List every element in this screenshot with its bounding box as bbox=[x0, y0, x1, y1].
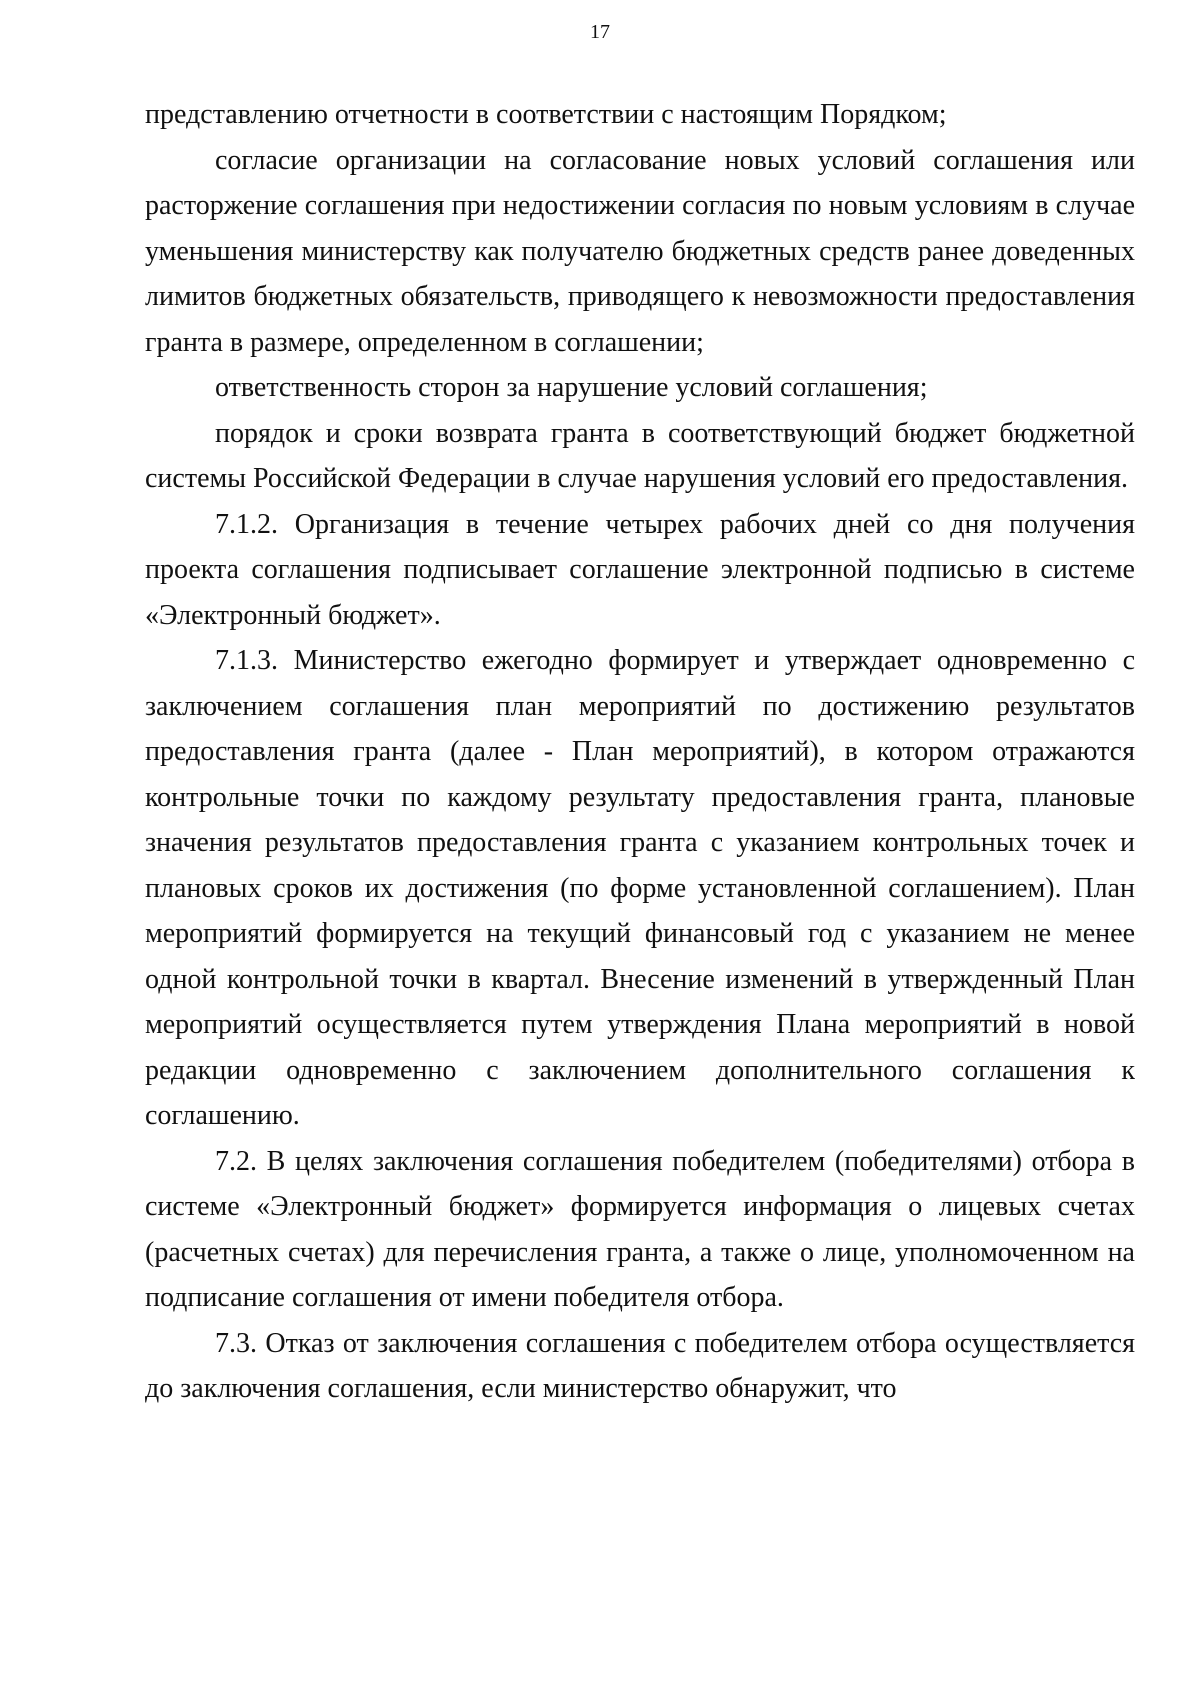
paragraph-grant-return: порядок и сроки возврата гранта в соответствующий бюджет бюджетной системы Российской Федерации в случае нарушения условий его предоставления. bbox=[145, 417, 1135, 494]
document-body bbox=[145, 92, 1135, 1412]
paragraph-7-3: 7.3. Отказ от заключения соглашения с победителем отбора осуществляется до заключения соглашения, если министерство обнаружит, что bbox=[145, 1327, 1135, 1404]
page-number: 17 bbox=[590, 21, 610, 43]
paragraph-responsibility: ответственность сторон за нарушение условий соглашения; bbox=[215, 372, 928, 403]
paragraph-7-1-2: 7.1.2. Организация в течение четырех рабочих дней со дня получения проекта соглашения подписывает соглашение электронной подписью в системе «Электронный бюджет». bbox=[145, 508, 1135, 631]
paragraph-consent-new-terms: согласие организации на согласование новых условий соглашения или расторжение соглашения при недостижении согласия по новым условиям в случае уменьшения министерству как получателю бюджетных средств ранее доведенных лимитов бюджетных обязательств, приводящего к невозможности предоставления гранта в размере, определенном в соглашении; bbox=[145, 144, 1135, 358]
paragraph-7-1-3: 7.1.3. Министерство ежегодно формирует и утверждает одновременно с заключением соглашения план мероприятий по достижению результатов предоставления гранта (далее - План мероприятий), в котором отражаются контрольные точки по каждому результату предоставления гранта, плановые значения результатов предоставления гранта с указанием контрольных точек и плановых сроков их достижения (по форме установленной соглашением). План мероприятий формируется на текущий финансовый год с указанием не менее одной контрольной точки в квартал. Внесение изменений в утвержденный План мероприятий осуществляется путем утверждения Плана мероприятий в новой редакции одновременно с заключением дополнительного соглашения к соглашению. bbox=[145, 645, 1135, 1131]
paragraph-continuation: представлению отчетности в соответствии с настоящим Порядком; bbox=[145, 99, 947, 130]
paragraph-7-2: 7.2. В целях заключения соглашения победителем (победителями) отбора в системе «Электронный бюджет» формируется информация о лицевых счетах (расчетных счетах) для перечисления гранта, а также о лице, уполномоченном на подписание соглашения от имени победителя отбора. bbox=[145, 1145, 1135, 1313]
